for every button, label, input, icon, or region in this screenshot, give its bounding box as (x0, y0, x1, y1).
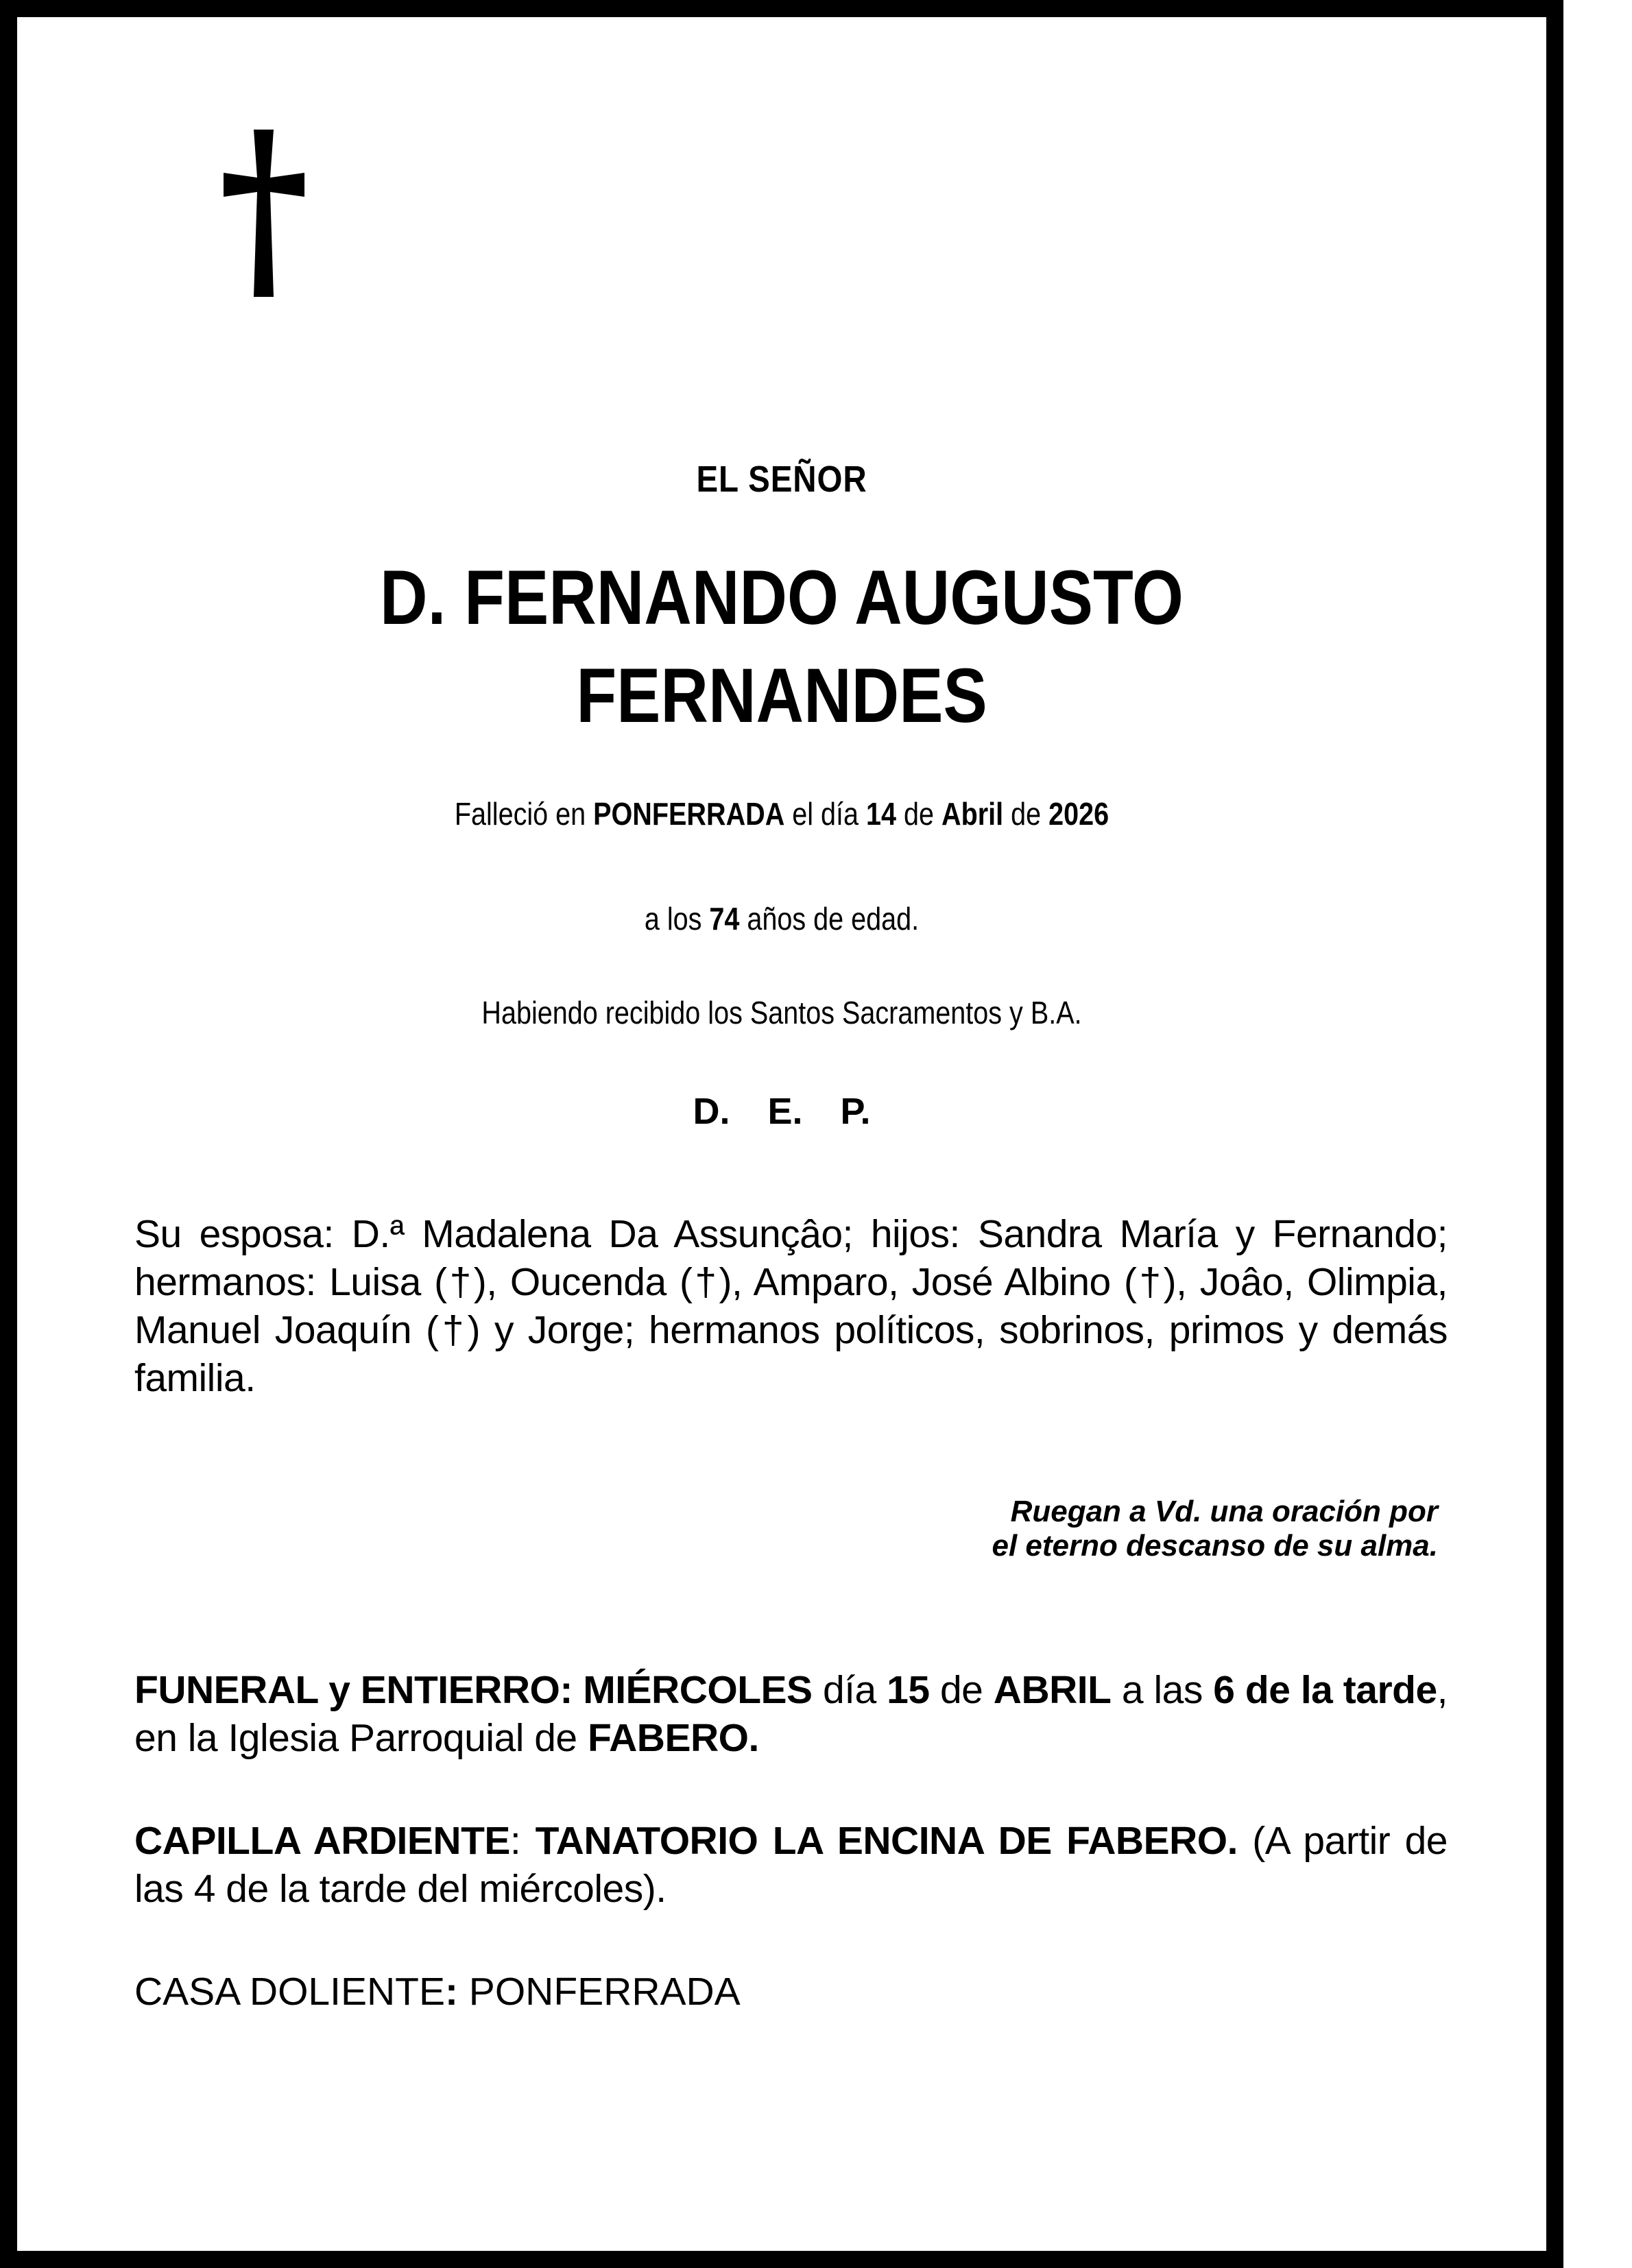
prayer-request (992, 1495, 1438, 1563)
funeral-label: FUNERAL y ENTIERRO: MIÉRCOLES (134, 1668, 813, 1712)
age-line (124, 900, 1439, 937)
death-line (124, 795, 1439, 832)
text: de (896, 796, 942, 832)
text: el día (784, 796, 867, 832)
deceased-name (124, 548, 1439, 745)
capilla-note: (A partir de las 4 de la tarde del miércoles). (134, 1819, 1448, 1911)
death-place: PONFERRADA (593, 796, 785, 832)
funeral-day: 15 (887, 1668, 930, 1712)
death-month: Abril (941, 796, 1004, 832)
death-day: 14 (866, 796, 897, 832)
capilla-label: CAPILLA ARDIENTE (134, 1819, 510, 1863)
name-line-2: FERNANDES (576, 653, 987, 738)
casa-place: PONFERRADA (468, 1970, 741, 2014)
text: años de edad. (747, 901, 920, 937)
text: Falleció en (454, 796, 594, 832)
capilla-info (134, 1817, 1448, 1913)
latin-cross-icon (224, 130, 304, 297)
funeral-time: 6 de la tarde (1213, 1668, 1437, 1712)
casa-info (134, 1968, 1448, 2016)
death-year: 2026 (1048, 796, 1109, 832)
text: : (444, 1970, 469, 2014)
dep-line: D. E. P. (693, 1091, 871, 1132)
funeral-place: FABERO. (587, 1716, 759, 1760)
sacraments-line: Habiendo recibido los Santos Sacramentos y B.A. (481, 995, 1082, 1030)
text: de (929, 1668, 994, 1712)
age-value: 74 (709, 901, 740, 937)
funeral-info (134, 1666, 1448, 1762)
family-paragraph: Su esposa: D.ª Madalena Da Assunçâo; hijos: Sandra María y Fernando; hermanos: Luisa (†), Oucenda (†), Amparo, José Albino (†), Joâo, Olimpia, Manuel Joaquín (†) y Jorge; hermanos políticos, sobrinos, primos y demás familia. (134, 1212, 1448, 1400)
text: : (509, 1819, 536, 1863)
text: a los (644, 901, 710, 937)
text: día (812, 1668, 887, 1712)
text: , en la Iglesia Parroquial de (134, 1668, 1448, 1760)
title-prefix: EL SEÑOR (696, 459, 867, 500)
prayer-line-1: Ruegan a Vd. una oración por (1010, 1495, 1438, 1528)
name-line-1: D. FERNANDO AUGUSTO (380, 555, 1184, 640)
prayer-line-2: el eterno descanso de su alma. (992, 1529, 1438, 1563)
capilla-place: TANATORIO LA ENCINA DE FABERO. (535, 1819, 1238, 1863)
text: a las (1111, 1668, 1214, 1712)
funeral-month: ABRIL (993, 1668, 1112, 1712)
casa-label: CASA DOLIENTE (134, 1970, 445, 2014)
text: de (1003, 796, 1049, 832)
